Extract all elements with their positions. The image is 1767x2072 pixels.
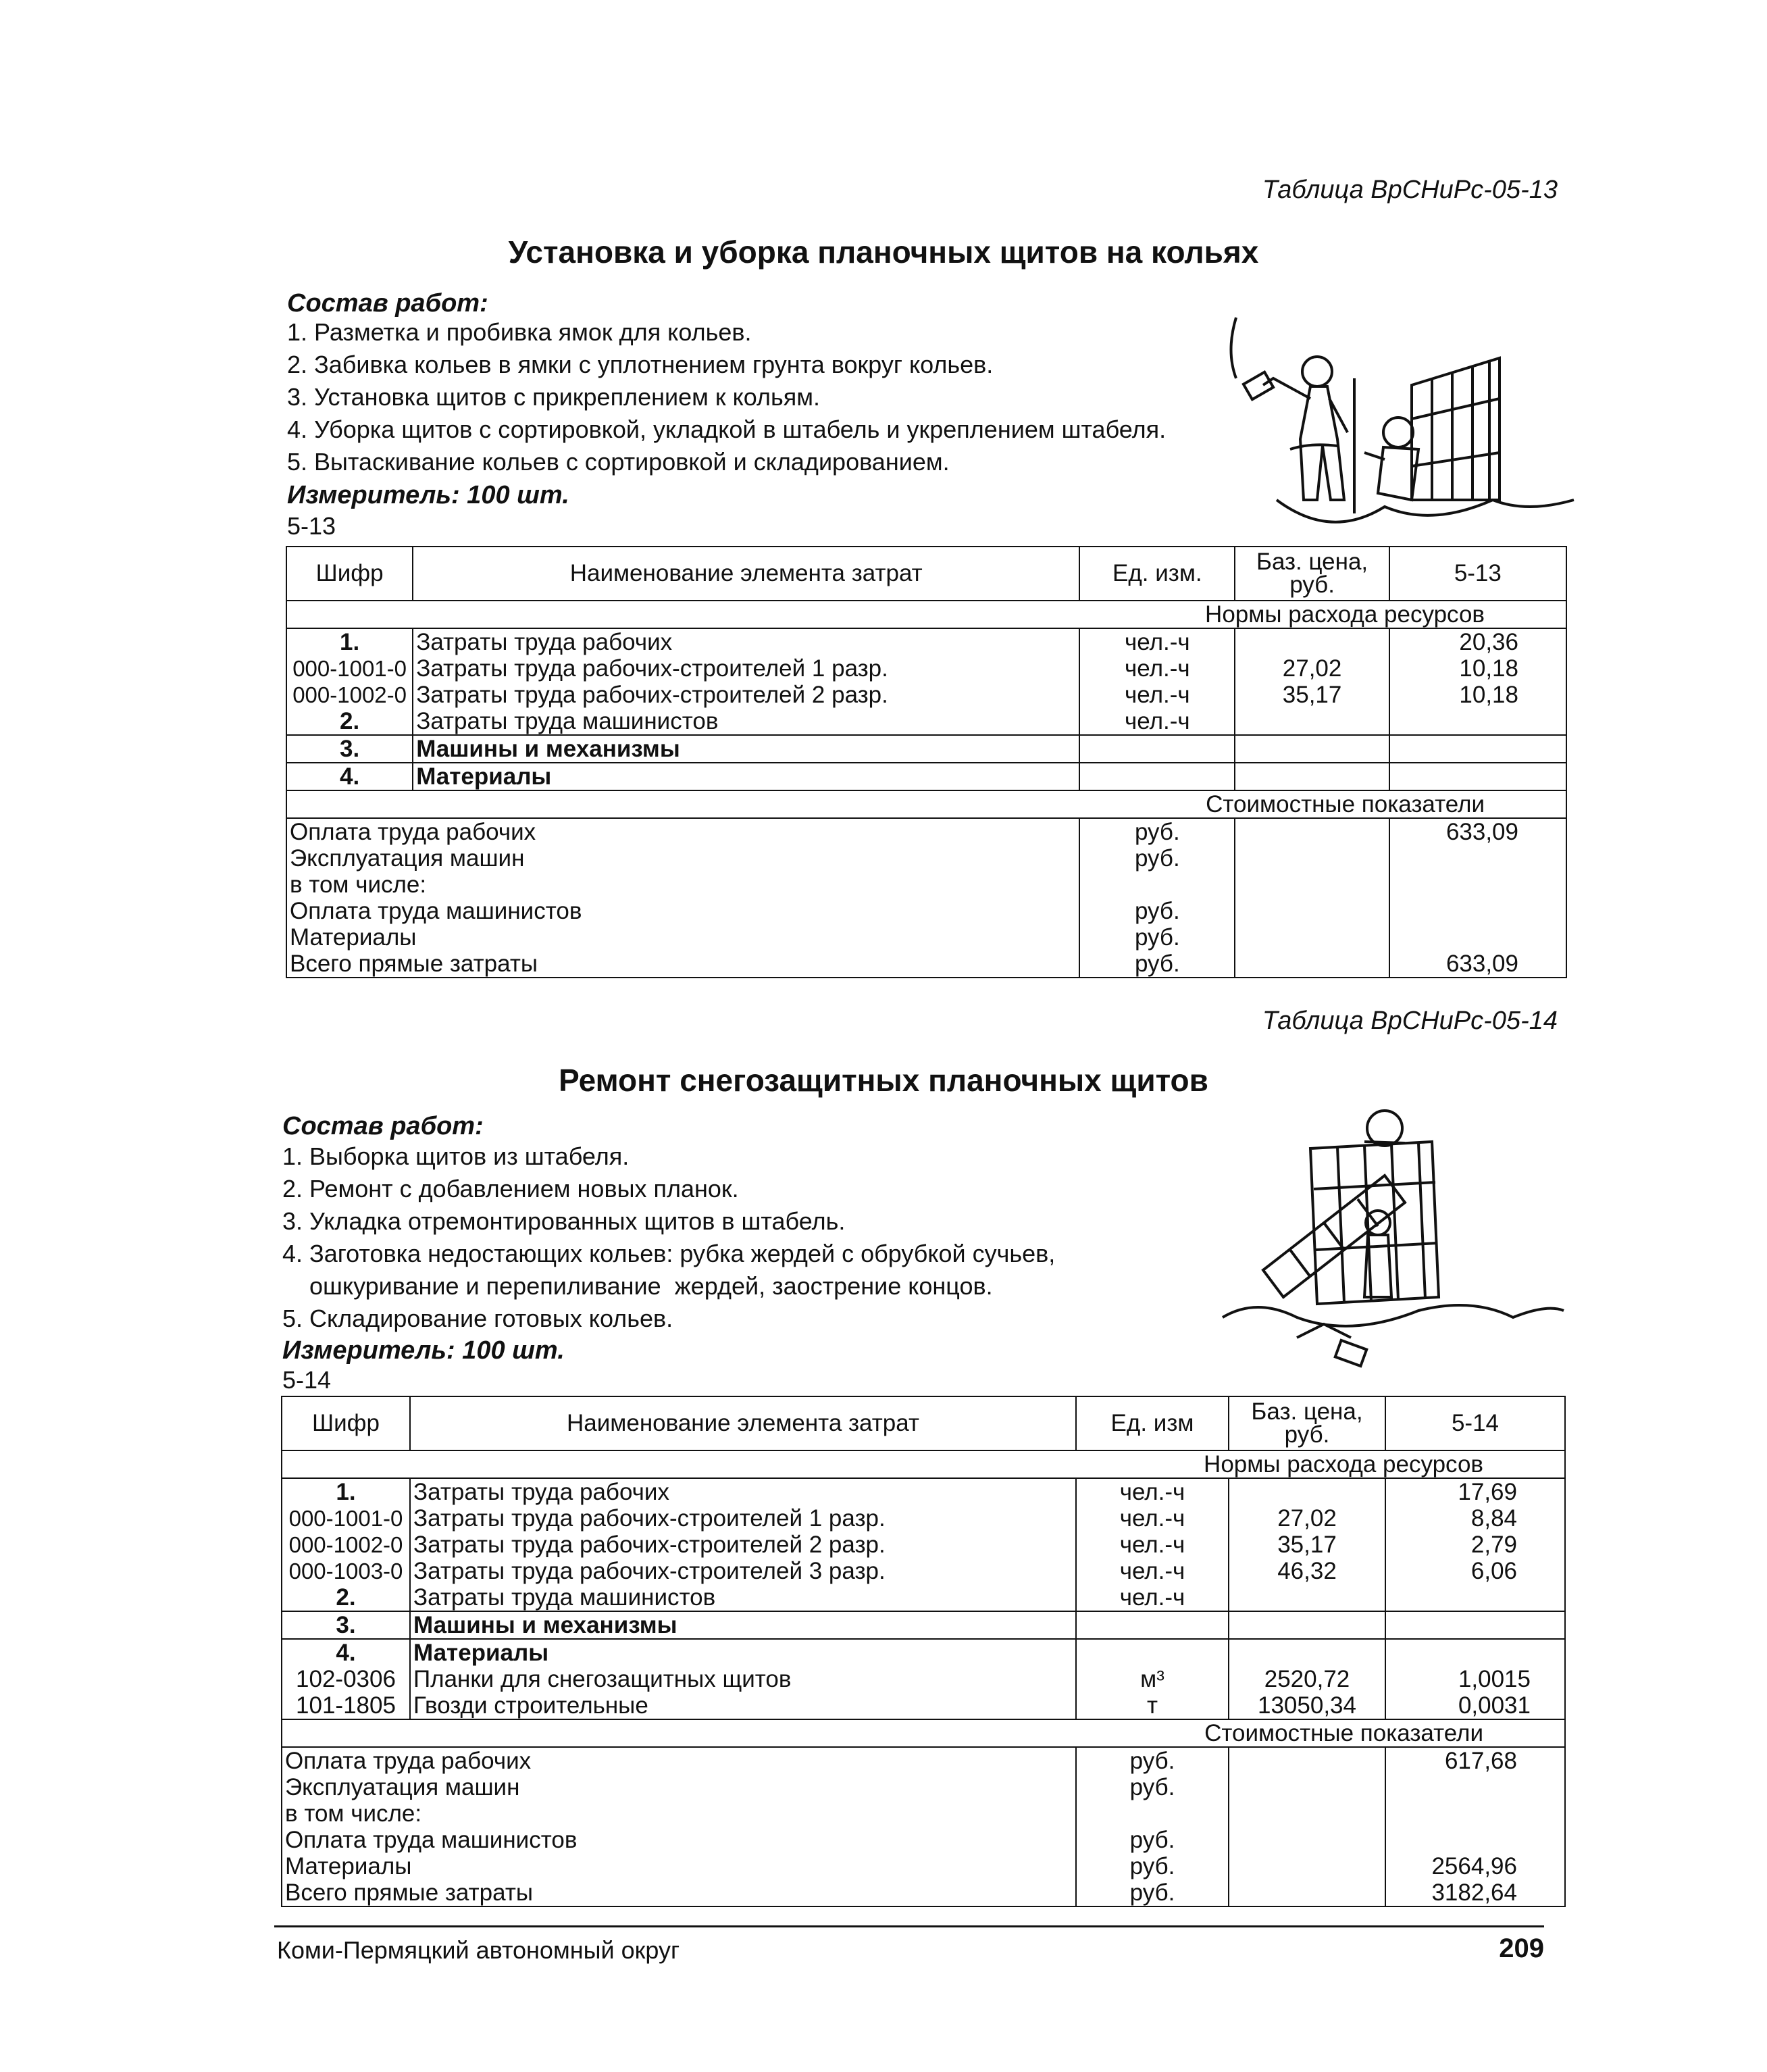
table-row: [286, 628, 1566, 655]
work-step: 5. Складирование готовых кольев.: [282, 1305, 673, 1332]
cost-unit: руб.: [1079, 924, 1235, 951]
table-row: [286, 735, 1566, 763]
cost-row: [282, 1827, 1565, 1853]
row-name: Затраты труда рабочих: [410, 1478, 1076, 1505]
row-code: 101-1805: [282, 1692, 410, 1719]
work-step: 3. Установка щитов с прикреплением к кольям.: [287, 383, 820, 411]
cost-value: 617,68: [1385, 1747, 1565, 1774]
cost-unit: [1079, 871, 1235, 898]
table-row: [282, 1584, 1565, 1611]
cost-unit: руб.: [1079, 845, 1235, 871]
table-row: [282, 1611, 1565, 1639]
header-unit: Ед. изм.: [1079, 547, 1235, 601]
composition-label: Состав работ:: [287, 289, 488, 318]
row-price: 27,02: [1235, 655, 1389, 682]
table-label: Таблица ВрСНиРс-05-13: [1262, 176, 1558, 204]
row-name: Планки для снегозащитных щитов: [410, 1666, 1076, 1692]
measure-label: Измеритель: 100 шт.: [287, 481, 569, 509]
row-name: Затраты труда машинистов: [413, 708, 1079, 735]
cost-value: [1389, 871, 1566, 898]
row-price: [1235, 735, 1389, 763]
table-code: 5-13: [287, 512, 336, 540]
cost-table-5-14: [281, 1396, 1566, 1907]
row-unit: т: [1076, 1692, 1229, 1719]
cost-value: [1385, 1827, 1565, 1853]
row-code: 3.: [282, 1611, 410, 1639]
workers-fence-illustration: [1209, 297, 1581, 540]
section-title: Ремонт снегозащитных планочных щитов: [559, 1063, 1208, 1098]
row-unit: [1079, 763, 1235, 790]
row-unit: чел.-ч: [1079, 682, 1235, 708]
row-code: 000-1001-0: [286, 655, 413, 682]
row-value: [1389, 763, 1566, 790]
row-price: [1235, 628, 1389, 655]
cost-value: [1385, 1774, 1565, 1800]
row-price: 46,32: [1229, 1558, 1385, 1584]
cost-name: Всего прямые затраты: [286, 951, 1079, 978]
row-name: Затраты труда рабочих-строителей 1 разр.: [410, 1505, 1076, 1532]
table-header-row: [286, 547, 1566, 601]
cost-name: Оплата труда рабочих: [282, 1747, 1076, 1774]
work-step: 2. Ремонт с добавлением новых планок.: [282, 1175, 739, 1203]
table-header-row: [282, 1396, 1565, 1450]
row-name: Затраты труда рабочих-строителей 1 разр.: [413, 655, 1079, 682]
header-code: Шифр: [286, 547, 413, 601]
cost-section-row: [286, 790, 1566, 818]
cost-row: [286, 951, 1566, 978]
row-unit: чел.-ч: [1076, 1584, 1229, 1611]
norms-title: Нормы расхода ресурсов: [282, 1450, 1565, 1478]
row-value: 10,18: [1389, 682, 1566, 708]
work-step: ошкуривание и перепиливание жердей, заострение концов.: [282, 1272, 993, 1300]
table-row: [282, 1692, 1565, 1719]
norms-section-row: [286, 601, 1566, 628]
cost-name: Оплата труда машинистов: [282, 1827, 1076, 1853]
table-row: [282, 1666, 1565, 1692]
row-price: [1229, 1584, 1385, 1611]
row-name: Материалы: [413, 763, 1079, 790]
row-unit: чел.-ч: [1076, 1478, 1229, 1505]
work-step: 2. Забивка кольев в ямки с уплотнением грунта вокруг кольев.: [287, 351, 994, 378]
row-name: Затраты труда рабочих-строителей 2 разр.: [410, 1532, 1076, 1558]
cost-value: 3182,64: [1385, 1879, 1565, 1906]
row-value: [1389, 708, 1566, 735]
cost-title: Стоимостные показатели: [282, 1719, 1565, 1747]
row-value: 10,18: [1389, 655, 1566, 682]
cost-value: 633,09: [1389, 951, 1566, 978]
cost-name: Эксплуатация машин: [286, 845, 1079, 871]
cost-value: [1389, 845, 1566, 871]
row-code: 1.: [282, 1478, 410, 1505]
table-row: [286, 655, 1566, 682]
row-value: [1385, 1584, 1565, 1611]
row-price: 27,02: [1229, 1505, 1385, 1532]
header-unit: Ед. изм: [1076, 1396, 1229, 1450]
cost-row: [282, 1853, 1565, 1879]
header-value: 5-13: [1389, 547, 1566, 601]
shield-repair-illustration: [1216, 1094, 1567, 1378]
row-unit: чел.-ч: [1079, 628, 1235, 655]
cost-name: в том числе:: [286, 871, 1079, 898]
cost-row: [286, 845, 1566, 871]
row-value: 8,84: [1385, 1505, 1565, 1532]
row-price: [1229, 1639, 1385, 1666]
row-price: [1229, 1478, 1385, 1505]
cost-empty: [1235, 898, 1389, 924]
footer-region: Коми-Пермяцкий автономный округ: [277, 1936, 680, 1964]
cost-empty: [1235, 924, 1389, 951]
row-code: 4.: [282, 1639, 410, 1666]
cost-value: [1385, 1800, 1565, 1827]
cost-empty: [1235, 845, 1389, 871]
norms-title: Нормы расхода ресурсов: [286, 601, 1566, 628]
row-unit: [1076, 1611, 1229, 1639]
table-row: [282, 1478, 1565, 1505]
cost-row: [286, 818, 1566, 845]
row-price: [1235, 708, 1389, 735]
cost-name: Материалы: [286, 924, 1079, 951]
row-value: 0,0031: [1385, 1692, 1565, 1719]
cost-empty: [1229, 1827, 1385, 1853]
work-step: 1. Разметка и пробивка ямок для кольев.: [287, 318, 752, 346]
cost-unit: руб.: [1076, 1879, 1229, 1906]
row-code: 102-0306: [282, 1666, 410, 1692]
row-name: Машины и механизмы: [413, 735, 1079, 763]
cost-row: [282, 1747, 1565, 1774]
row-unit: [1076, 1639, 1229, 1666]
row-value: 20,36: [1389, 628, 1566, 655]
table-row: [282, 1558, 1565, 1584]
cost-empty: [1229, 1747, 1385, 1774]
cost-title: Стоимостные показатели: [286, 790, 1566, 818]
row-price: [1235, 763, 1389, 790]
table-row: [286, 763, 1566, 790]
work-step: 4. Заготовка недостающих кольев: рубка жердей с обрубкой сучьев,: [282, 1240, 1056, 1267]
row-price: 35,17: [1235, 682, 1389, 708]
row-unit: м³: [1076, 1666, 1229, 1692]
cost-name: Эксплуатация машин: [282, 1774, 1076, 1800]
cost-empty: [1229, 1800, 1385, 1827]
cost-unit: руб.: [1076, 1827, 1229, 1853]
row-value: [1389, 735, 1566, 763]
header-name: Наименование элемента затрат: [413, 547, 1079, 601]
header-price: Баз. цена, руб.: [1229, 1396, 1385, 1450]
cost-name: Оплата труда рабочих: [286, 818, 1079, 845]
row-name: Затраты труда рабочих-строителей 3 разр.: [410, 1558, 1076, 1584]
cost-unit: руб.: [1079, 818, 1235, 845]
cost-row: [282, 1800, 1565, 1827]
row-name: Машины и механизмы: [410, 1611, 1076, 1639]
row-code: 4.: [286, 763, 413, 790]
cost-value: [1389, 898, 1566, 924]
work-step: 4. Уборка щитов с сортировкой, укладкой в штабель и укреплением штабеля.: [287, 415, 1167, 443]
table-row: [282, 1532, 1565, 1558]
footer-divider: [274, 1925, 1544, 1927]
row-name: Гвозди строительные: [410, 1692, 1076, 1719]
cost-empty: [1235, 818, 1389, 845]
cost-name: Материалы: [282, 1853, 1076, 1879]
cost-section-row: [282, 1719, 1565, 1747]
header-code: Шифр: [282, 1396, 410, 1450]
cost-row: [286, 871, 1566, 898]
measure-label: Измеритель: 100 шт.: [282, 1336, 565, 1365]
cost-unit: руб.: [1076, 1853, 1229, 1879]
row-value: 1,0015: [1385, 1666, 1565, 1692]
cost-unit: руб.: [1079, 898, 1235, 924]
row-price: [1229, 1611, 1385, 1639]
row-price: 35,17: [1229, 1532, 1385, 1558]
work-steps: [282, 1140, 1055, 1335]
row-code: 3.: [286, 735, 413, 763]
row-code: 2.: [282, 1584, 410, 1611]
row-unit: чел.-ч: [1076, 1505, 1229, 1532]
row-name: Затраты труда машинистов: [410, 1584, 1076, 1611]
row-name: Материалы: [410, 1639, 1076, 1666]
row-value: 17,69: [1385, 1478, 1565, 1505]
header-price: Баз. цена, руб.: [1235, 547, 1389, 601]
work-step: 3. Укладка отремонтированных щитов в штабель.: [282, 1207, 846, 1235]
table-row: [282, 1639, 1565, 1666]
row-name: Затраты труда рабочих: [413, 628, 1079, 655]
cost-empty: [1229, 1879, 1385, 1906]
norms-section-row: [282, 1450, 1565, 1478]
row-name: Затраты труда рабочих-строителей 2 разр.: [413, 682, 1079, 708]
row-code: 000-1002-0: [286, 682, 413, 708]
work-step: 1. Выборка щитов из штабеля.: [282, 1142, 630, 1170]
work-steps: [287, 316, 1166, 478]
cost-row: [286, 924, 1566, 951]
cost-name: Всего прямые затраты: [282, 1879, 1076, 1906]
cost-empty: [1229, 1774, 1385, 1800]
cost-unit: руб.: [1076, 1774, 1229, 1800]
cost-unit: руб.: [1076, 1747, 1229, 1774]
row-unit: чел.-ч: [1076, 1558, 1229, 1584]
row-code: 1.: [286, 628, 413, 655]
cost-unit: [1076, 1800, 1229, 1827]
row-code: 000-1002-0: [282, 1532, 410, 1558]
row-price: 2520,72: [1229, 1666, 1385, 1692]
cost-empty: [1235, 951, 1389, 978]
cost-row: [282, 1879, 1565, 1906]
row-unit: чел.-ч: [1076, 1532, 1229, 1558]
table-label: Таблица ВрСНиРс-05-14: [1262, 1007, 1558, 1035]
row-value: [1385, 1639, 1565, 1666]
cost-value: 2564,96: [1385, 1853, 1565, 1879]
row-value: [1385, 1611, 1565, 1639]
row-code: 000-1001-0: [282, 1505, 410, 1532]
table-row: [282, 1505, 1565, 1532]
cost-row: [282, 1774, 1565, 1800]
table-row: [286, 708, 1566, 735]
cost-name: в том числе:: [282, 1800, 1076, 1827]
row-unit: [1079, 735, 1235, 763]
table-row: [286, 682, 1566, 708]
table-code: 5-14: [282, 1366, 332, 1394]
cost-table-5-13: [286, 546, 1567, 978]
cost-value: 633,09: [1389, 818, 1566, 845]
cost-empty: [1235, 871, 1389, 898]
work-step: 5. Вытаскивание кольев с сортировкой и складированием.: [287, 448, 950, 476]
row-value: 2,79: [1385, 1532, 1565, 1558]
row-unit: чел.-ч: [1079, 655, 1235, 682]
row-code: 2.: [286, 708, 413, 735]
row-value: 6,06: [1385, 1558, 1565, 1584]
cost-empty: [1229, 1853, 1385, 1879]
cost-unit: руб.: [1079, 951, 1235, 978]
header-name: Наименование элемента затрат: [410, 1396, 1076, 1450]
row-code: 000-1003-0: [282, 1558, 410, 1584]
row-price: 13050,34: [1229, 1692, 1385, 1719]
cost-value: [1389, 924, 1566, 951]
cost-row: [286, 898, 1566, 924]
cost-name: Оплата труда машинистов: [286, 898, 1079, 924]
composition-label: Состав работ:: [282, 1112, 484, 1140]
section-title: Установка и уборка планочных щитов на кольях: [508, 234, 1259, 270]
page-number: 209: [1499, 1934, 1544, 1963]
row-unit: чел.-ч: [1079, 708, 1235, 735]
header-value: 5-14: [1385, 1396, 1565, 1450]
